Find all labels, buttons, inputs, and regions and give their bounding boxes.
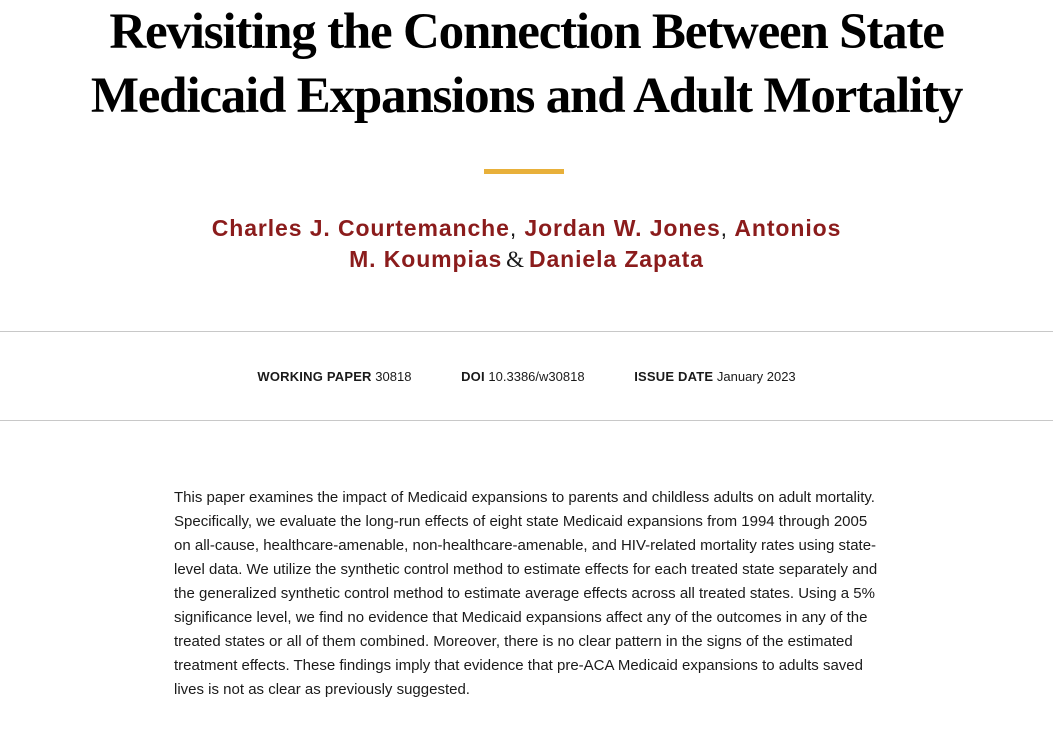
- author-link-courtemanche[interactable]: Charles J. Courtemanche: [211, 215, 510, 241]
- working-paper-label: WORKING PAPER: [257, 369, 372, 384]
- page-title: [0, 0, 1053, 128]
- abstract: [174, 486, 879, 702]
- author-link-koumpias-part2[interactable]: M. Koumpias: [349, 246, 503, 272]
- author-separator: ,: [509, 215, 518, 241]
- working-paper-number: [257, 368, 411, 386]
- author-row-1: [0, 213, 1053, 244]
- title-block: [0, 0, 1053, 128]
- author-separator: ,: [720, 215, 728, 241]
- author-list: [0, 213, 1053, 275]
- doi-label: DOI: [461, 369, 485, 384]
- author-link-jones[interactable]: Jordan W. Jones: [524, 215, 721, 241]
- accent-divider: [484, 169, 564, 174]
- issue-date: [634, 368, 795, 386]
- paper-metadata: [0, 368, 1053, 386]
- author-row-2: [0, 244, 1053, 275]
- title-line-2: Medicaid Expansions and Adult Mortality: [90, 68, 963, 124]
- author-link-koumpias-part1[interactable]: Antonios: [734, 215, 842, 241]
- doi-value: 10.3386/w30818: [488, 369, 585, 384]
- title-line-1: Revisiting the Connection Between State: [109, 4, 944, 60]
- working-paper-value: 30818: [375, 369, 412, 384]
- doi: [461, 368, 585, 386]
- abstract-text: This paper examines the impact of Medicaid expansions to parents and childless adults on adult mortality. Specifically, we evaluate the long-run effects of eight state Medicaid expansions from 1994 through 2005 on all-cause, healthcare-amenable, non-healthcare-amenable, and HIV-related mortality rates using state-level data. We utilize the synthetic control method to estimate effects for each treated state separately and the generalized synthetic control method to estimate average effects across all treated states. Using a 5% significance level, we find no evidence that Medicaid expansions affect any of the outcomes in any of the treated states or all of them combined. Moreover, there is no clear pattern in the signs of the estimated treatment effects. These findings imply that evidence that pre-ACA Medicaid expansions to adults saved lives is not as clear as previously suggested.: [174, 489, 878, 698]
- divider-top: [0, 331, 1053, 332]
- author-ampersand: &: [506, 247, 525, 272]
- issue-date-label: ISSUE DATE: [634, 369, 714, 384]
- issue-date-value: January 2023: [716, 369, 796, 384]
- divider-bottom: [0, 420, 1053, 421]
- author-link-zapata[interactable]: Daniela Zapata: [528, 246, 704, 272]
